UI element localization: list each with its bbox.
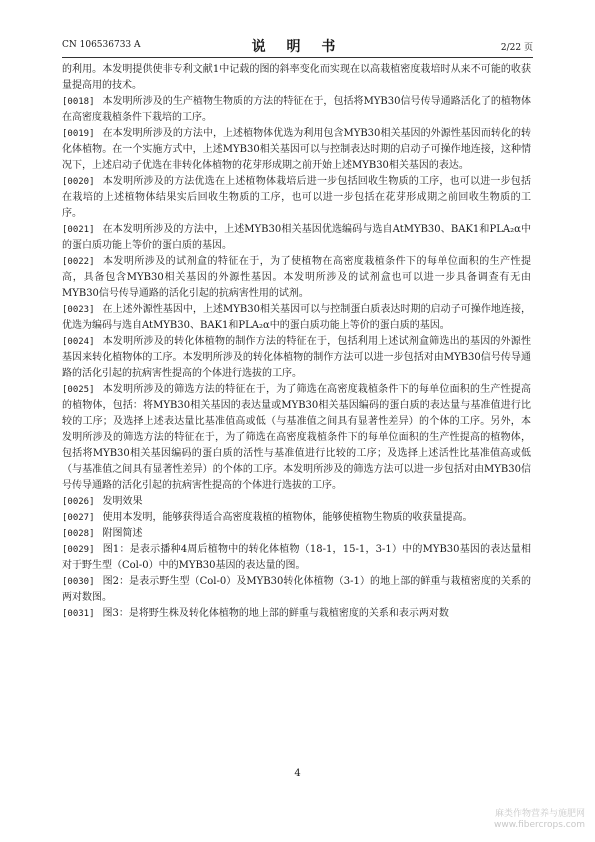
paragraph-text: 在本发明所涉及的方法中，上述植物体优选为利用包含MYB30相关基因的外源性基因而转化的转化体植物。在一个实施方式中，上述MYB30相关基因可以与控制表达时期的启动子可操作地连接，这种情况下，上述启动子优选在非转化体植物的花芽形成期之前开始上述MYB30相关基因的表达。 bbox=[62, 128, 531, 171]
paragraph-number: [0023] bbox=[62, 305, 95, 315]
paragraph bbox=[62, 382, 531, 494]
paragraph bbox=[62, 510, 531, 526]
paragraph-text: 在本发明所涉及的方法中，上述MYB30相关基因优选编码与选自AtMYB30、BAK1和PLA₂α中的蛋白质功能上等价的蛋白质的基因。 bbox=[62, 224, 531, 251]
document-title: 说 明 书 bbox=[251, 39, 344, 55]
paragraph-text: 发明效果 bbox=[102, 496, 143, 507]
paragraph-text: 的利用。本发明提供使非专利文献1中记载的图的斜率变化而实现在以高栽植密度栽培时从来不可能的收获量提高用的技术。 bbox=[62, 64, 531, 91]
paragraph bbox=[62, 494, 531, 510]
document-body bbox=[62, 62, 531, 622]
paragraph-text: 图3：是将野生株及转化体植物的地上部的鲜重与栽植密度的关系和表示两对数 bbox=[102, 608, 449, 619]
page-number: 4 bbox=[294, 768, 301, 779]
paragraph-number: [0018] bbox=[62, 97, 95, 107]
paragraph-number: [0028] bbox=[62, 529, 95, 539]
paragraph bbox=[62, 574, 531, 606]
paragraph bbox=[62, 174, 531, 222]
paragraph-text: 图1：是表示播种4周后植物中的转化体植物（18-1，15-1，3-1）中的MYB30基因的表达量相对于野生型（Col-0）中的MYB30基因的表达量的图。 bbox=[62, 544, 531, 571]
watermark-line-2: www.fibercrops.com bbox=[494, 820, 585, 830]
paragraph bbox=[62, 526, 531, 542]
paragraph bbox=[62, 542, 531, 574]
paragraph-text: 本发明所涉及的转化体植物的制作方法的特征在于，包括利用上述试剂盒筛选出的基因的外源性基因来转化植物体的工序。本发明所涉及的转化体植物的制作方法可以进一步包括对由MYB30信号传导通路的活化引起的抗病害性提高的个体进行选拔的工序。 bbox=[62, 336, 531, 379]
paragraph bbox=[62, 254, 531, 302]
paragraph-text: 本发明所涉及的试剂盒的特征在于，为了使植物在高密度栽植条件下的每单位面积的生产性提高，具备包含MYB30相关基因的外源性基因。本发明所涉及的试剂盒也可以进一步具备调查有无由MYB30信号传导通路的活化引起的抗病害性用的试剂。 bbox=[62, 256, 531, 299]
paragraph-number: [0021] bbox=[62, 225, 95, 235]
paragraph-number: [0019] bbox=[62, 129, 95, 139]
watermark bbox=[494, 809, 585, 831]
paragraph-text: 本发明所涉及的方法优选在上述植物体栽培后进一步包括回收生物质的工序，也可以进一步包括在栽培的上述植物体结果实后回收生物质的工序，也可以进一步包括在花芽形成期之前回收生物质的工序。 bbox=[62, 176, 531, 219]
paragraph-text: 附图简述 bbox=[102, 528, 143, 539]
paragraph-text: 本发明所涉及的筛选方法的特征在于，为了筛选在高密度栽植条件下的每单位面积的生产性提高的植物体，包括：将MYB30相关基因的表达量或MYB30相关基因编码的蛋白质的表达量与基准值进行比较的工序；及选择上述表达量比基准值高或低（与基准值之间具有显著性差异）的个体的工序。另外，本发明所涉及的筛选方法的特征在于，为了筛选在高密度栽植条件下的每单位面积的生产性提高的植物体，包括将MYB30相关基因编码的蛋白质的活性与基准值进行比较的工序；及选择上述活性比基准值高或低（与基准值之间具有显著性差异）的个体的工序。本发明所涉及的筛选方法可以进一步包括对由MYB30信号传导通路的活化引起的抗病害性提高的个体进行选拔的工序。 bbox=[62, 384, 531, 491]
page-indicator: 2/22 页 bbox=[500, 43, 533, 53]
paragraph-number: [0026] bbox=[62, 497, 95, 507]
paragraph-number: [0029] bbox=[62, 545, 95, 555]
paragraph-number: [0030] bbox=[62, 577, 95, 587]
paragraph-number: [0027] bbox=[62, 513, 95, 523]
watermark-line-1: 麻类作物营养与施肥网 bbox=[494, 809, 585, 819]
header-divider bbox=[62, 57, 533, 58]
paragraph bbox=[62, 126, 531, 174]
patent-number: CN 106536733 A bbox=[62, 40, 141, 50]
paragraph bbox=[62, 94, 531, 126]
paragraph-number: [0022] bbox=[62, 257, 95, 267]
page-header bbox=[62, 36, 533, 56]
paragraph bbox=[62, 302, 531, 334]
paragraph bbox=[62, 606, 531, 622]
paragraph-number: [0020] bbox=[62, 177, 95, 187]
paragraph bbox=[62, 222, 531, 254]
paragraph-text: 本发明所涉及的生产植物生物质的方法的特征在于，包括将MYB30信号传导通路活化了的植物体在高密度栽植条件下栽培的工序。 bbox=[62, 96, 531, 123]
paragraph-number: [0025] bbox=[62, 385, 95, 395]
paragraph-number: [0024] bbox=[62, 337, 95, 347]
paragraph-number: [0031] bbox=[62, 609, 95, 619]
paragraph bbox=[62, 334, 531, 382]
paragraph-text: 使用本发明，能够获得适合高密度栽植的植物体，能够使植物生物质的收获量提高。 bbox=[102, 512, 473, 523]
paragraph-text: 图2：是表示野生型（Col-0）及MYB30转化体植物（3-1）的地上部的鲜重与栽植密度的关系的两对数图。 bbox=[62, 576, 531, 603]
paragraph bbox=[62, 62, 531, 94]
paragraph-text: 在上述外源性基因中，上述MYB30相关基因可以与控制蛋白质表达时期的启动子可操作地连接，优选为编码与选自AtMYB30、BAK1和PLA₂α中的蛋白质功能上等价的蛋白质的基因。 bbox=[62, 304, 531, 331]
